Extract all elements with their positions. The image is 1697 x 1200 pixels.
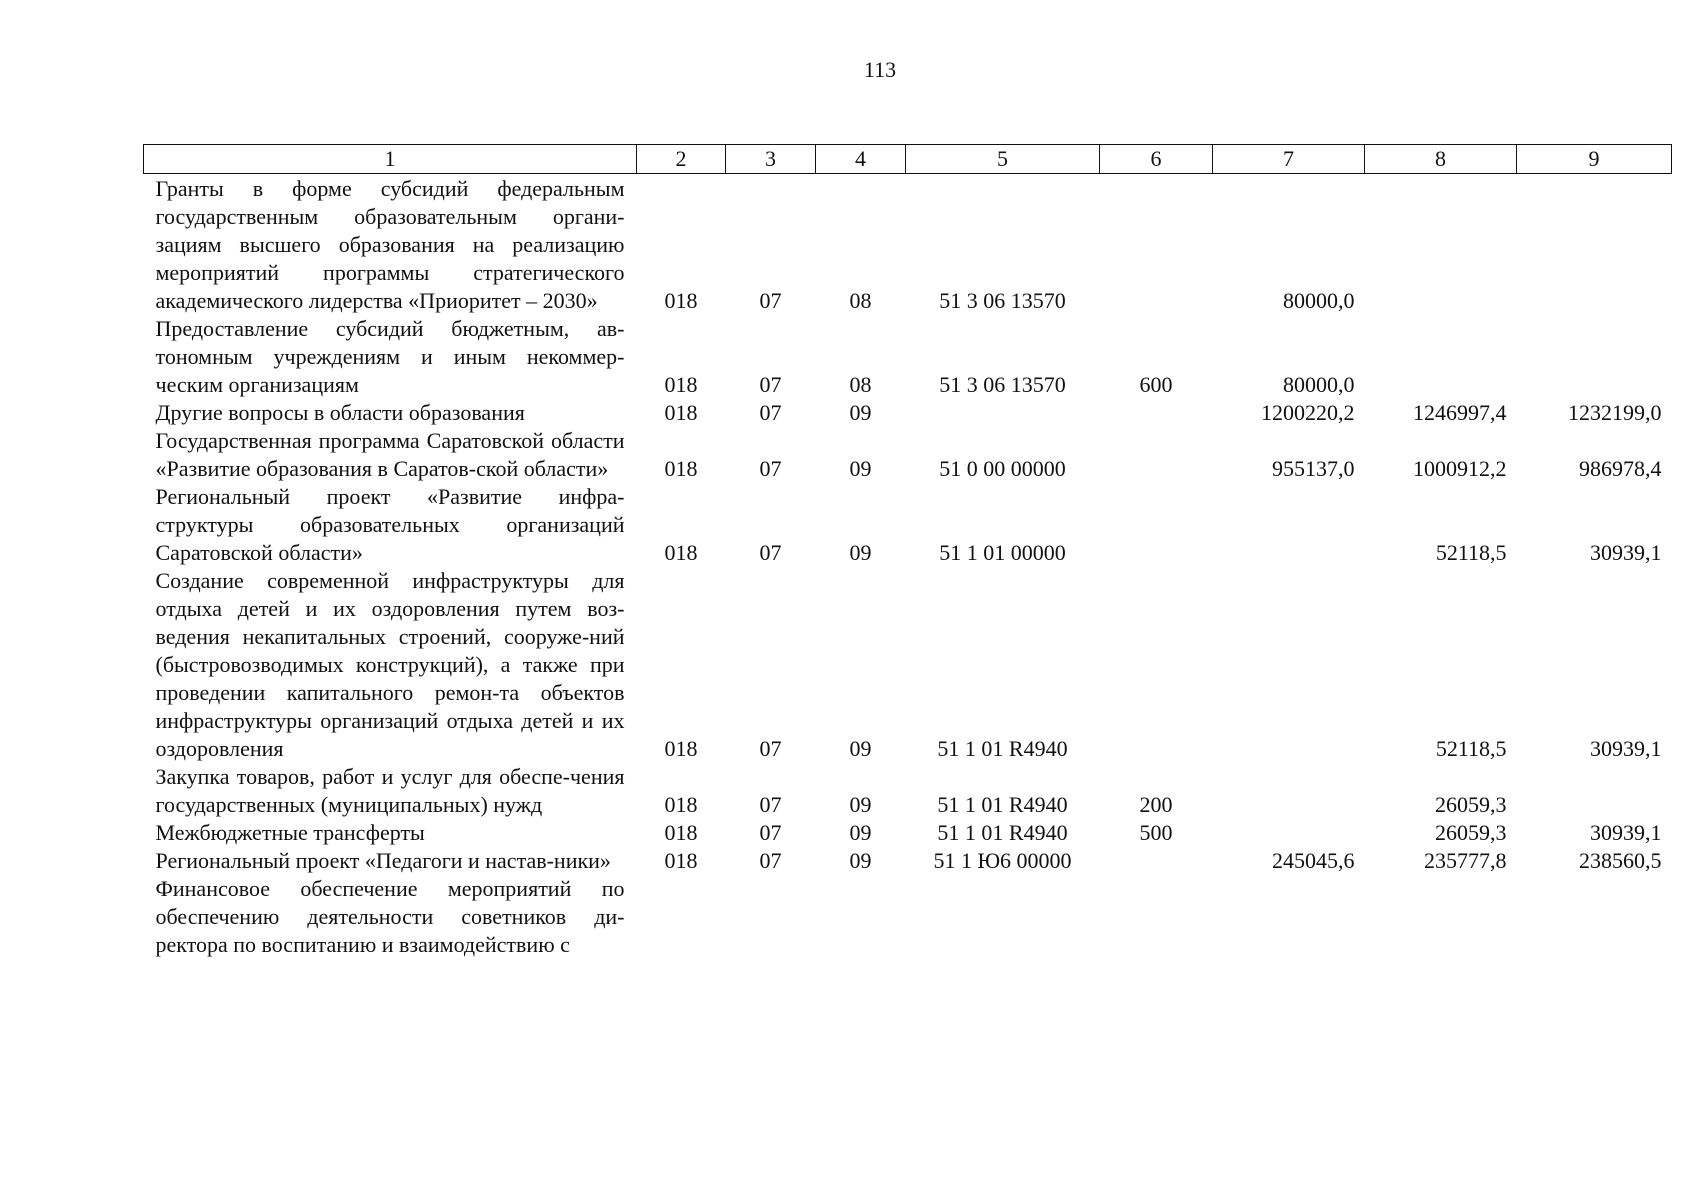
row-subsection-code: 08 (849, 288, 872, 313)
row-amount-col8: 52118,5 (1435, 540, 1507, 565)
table-header-row (144, 145, 1672, 174)
row-expense-type: 500 (1139, 820, 1173, 845)
row-target-article: 51 1 01 R4940 (937, 736, 1068, 761)
table-row (144, 567, 1672, 763)
table-row (144, 399, 1672, 427)
row-amount-col8: 1000912,2 (1413, 456, 1507, 481)
row-section-code: 07 (759, 456, 782, 481)
row-name: Государственная программа Саратовской области «Развитие образования в Саратов-ской области» (155, 428, 625, 481)
row-amount-col9: 30939,1 (1590, 736, 1662, 761)
row-target-article (906, 399, 1100, 427)
row-ministry-code: 018 (664, 736, 698, 761)
row-target-article: 51 3 06 13570 (939, 288, 1066, 313)
row-expense-type: 200 (1139, 792, 1173, 817)
table-row (144, 315, 1672, 399)
table-row (144, 819, 1672, 847)
row-amount-col8 (1365, 875, 1517, 959)
row-expense-type (1100, 174, 1213, 316)
column-header-6: 6 (1100, 145, 1213, 174)
row-amount-col8: 1246997,4 (1413, 400, 1507, 425)
row-target-article (906, 875, 1100, 959)
row-name: Региональный проект «Педагоги и настав-ники» (155, 848, 611, 873)
column-header-8: 8 (1365, 145, 1517, 174)
row-subsection-code: 09 (849, 792, 872, 817)
row-amount-col8: 52118,5 (1435, 736, 1507, 761)
row-target-article: 51 1 Ю6 00000 (933, 848, 1072, 873)
row-name: Гранты в форме субсидий федеральным государственным образовательным органи-зациям высшего образования на реализацию мероприятий программы стратегического академического лидерства «Приоритет – 2030» (155, 176, 625, 313)
row-amount-col7: 1200220,2 (1261, 400, 1355, 425)
row-expense-type (1100, 567, 1213, 763)
row-target-article: 51 1 01 R4940 (937, 792, 1068, 817)
column-header-2: 2 (637, 145, 726, 174)
row-name: Межбюджетные трансферты (155, 820, 425, 845)
row-section-code: 07 (759, 400, 782, 425)
row-amount-col7 (1213, 819, 1365, 847)
row-amount-col9: 30939,1 (1590, 820, 1662, 845)
table-row (144, 174, 1672, 316)
row-name: Закупка товаров, работ и услуг для обеспе-чения государственных (муниципальных) нужд (155, 764, 625, 817)
row-section-code: 07 (759, 540, 782, 565)
table-row (144, 847, 1672, 875)
table-body (144, 174, 1672, 960)
row-ministry-code: 018 (664, 540, 698, 565)
column-header-5: 5 (906, 145, 1100, 174)
column-header-7: 7 (1213, 145, 1365, 174)
column-header-4: 4 (816, 145, 906, 174)
row-section-code: 07 (759, 792, 782, 817)
row-amount-col7 (1213, 875, 1365, 959)
row-amount-col9: 30939,1 (1590, 540, 1662, 565)
row-subsection-code: 08 (849, 372, 872, 397)
row-name: Финансовое обеспечение мероприятий по обеспечению деятельности советников ди-ректора по воспитанию и взаимодействию с (155, 876, 625, 957)
row-expense-type (1100, 875, 1213, 959)
row-amount-col9: 1232199,0 (1568, 400, 1662, 425)
row-amount-col7 (1213, 567, 1365, 763)
row-ministry-code: 018 (664, 288, 698, 313)
row-amount-col7: 80000,0 (1283, 288, 1355, 313)
row-amount-col9: 238560,5 (1579, 848, 1662, 873)
row-expense-type (1100, 847, 1213, 875)
row-ministry-code: 018 (664, 848, 698, 873)
row-amount-col8 (1365, 174, 1517, 316)
column-header-9: 9 (1517, 145, 1672, 174)
row-target-article: 51 1 01 00000 (939, 540, 1066, 565)
row-name: Региональный проект «Развитие инфра-структуры образовательных организаций Саратовской области» (155, 484, 625, 565)
row-amount-col9 (1517, 763, 1672, 819)
row-subsection-code: 09 (849, 820, 872, 845)
table-row (144, 483, 1672, 567)
row-amount-col8: 26059,3 (1435, 820, 1507, 845)
row-amount-col8: 26059,3 (1435, 792, 1507, 817)
row-section-code: 07 (759, 736, 782, 761)
row-ministry-code: 018 (664, 456, 698, 481)
row-expense-type (1100, 483, 1213, 567)
row-name: Предоставление субсидий бюджетным, ав-тономным учреждениям и иным некоммер-ческим организациям (155, 316, 625, 397)
row-expense-type (1100, 399, 1213, 427)
row-section-code: 07 (759, 372, 782, 397)
table-row (144, 427, 1672, 483)
row-target-article: 51 3 06 13570 (939, 372, 1066, 397)
table-row (144, 763, 1672, 819)
table-row (144, 875, 1672, 959)
row-amount-col7 (1213, 763, 1365, 819)
row-name: Создание современной инфраструктуры для отдыха детей и их оздоровления путем воз-ведения некапитальных строений, сооруже-ний (быстровозводимых конструкций), а также при проведении капитального ремон-та объектов инфраструктуры организаций отдыха детей и их оздоровления (155, 568, 625, 761)
row-amount-col7 (1213, 483, 1365, 567)
row-section-code: 07 (759, 288, 782, 313)
row-amount-col7: 80000,0 (1283, 372, 1355, 397)
row-ministry-code (637, 875, 726, 959)
row-subsection-code (816, 875, 906, 959)
column-header-1: 1 (144, 145, 637, 174)
row-ministry-code: 018 (664, 792, 698, 817)
row-target-article: 51 1 01 R4940 (937, 820, 1068, 845)
row-amount-col7: 955137,0 (1272, 456, 1355, 481)
row-amount-col9 (1517, 875, 1672, 959)
row-ministry-code: 018 (664, 820, 698, 845)
row-amount-col7: 245045,6 (1272, 848, 1355, 873)
row-subsection-code: 09 (849, 400, 872, 425)
row-amount-col9 (1517, 174, 1672, 316)
row-amount-col9: 986978,4 (1579, 456, 1662, 481)
row-expense-type (1100, 427, 1213, 483)
row-amount-col8: 235777,8 (1424, 848, 1507, 873)
budget-table (143, 144, 1672, 959)
row-section-code (726, 875, 816, 959)
row-target-article: 51 0 00 00000 (939, 456, 1066, 481)
row-subsection-code: 09 (849, 456, 872, 481)
row-amount-col8 (1365, 315, 1517, 399)
row-expense-type: 600 (1139, 372, 1173, 397)
page-number: 113 (863, 57, 897, 82)
row-subsection-code: 09 (849, 848, 872, 873)
row-ministry-code: 018 (664, 400, 698, 425)
row-amount-col9 (1517, 315, 1672, 399)
row-subsection-code: 09 (849, 540, 872, 565)
row-section-code: 07 (759, 848, 782, 873)
row-subsection-code: 09 (849, 736, 872, 761)
row-name: Другие вопросы в области образования (155, 400, 525, 425)
row-ministry-code: 018 (664, 372, 698, 397)
column-header-3: 3 (726, 145, 816, 174)
row-section-code: 07 (759, 820, 782, 845)
